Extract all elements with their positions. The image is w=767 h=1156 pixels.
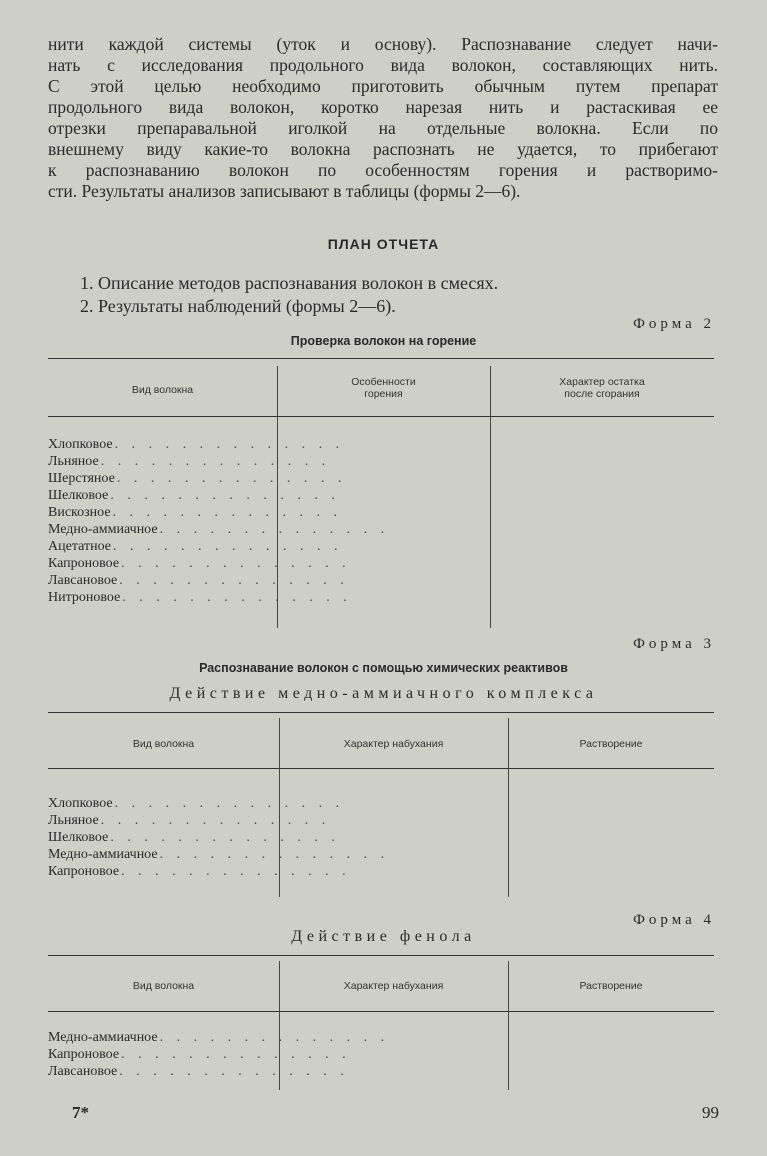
table-row bbox=[48, 846, 390, 863]
table-row bbox=[48, 453, 331, 470]
table-header-rule bbox=[48, 1011, 714, 1012]
leader-dots: . . . . . . . . . . . . . . bbox=[159, 847, 390, 862]
fiber-name: Медно-аммиачное bbox=[48, 847, 158, 862]
leader-dots: . . . . . . . . . . . . . . bbox=[110, 830, 340, 845]
leader-dots: . . . . . . . . . . . . . . bbox=[112, 539, 343, 554]
leader-dots: . . . . . . . . . . . . . . bbox=[159, 1030, 390, 1045]
fiber-name: Капроновое bbox=[48, 556, 120, 571]
table-top-rule bbox=[48, 712, 714, 713]
table-header-rule bbox=[48, 768, 714, 769]
fiber-name: Вискозное bbox=[48, 505, 111, 520]
paragraph-line: отрезки препаравальной иголкой на отдельные волокна. Если по bbox=[48, 118, 718, 138]
paragraph-line: внешнему виду какие-то волокна распознать не удается, то прибегают bbox=[48, 139, 718, 159]
leader-dots: . . . . . . . . . . . . . . bbox=[121, 556, 351, 571]
signature-mark: 7* bbox=[72, 1103, 89, 1122]
paragraph-line: нити каждой системы (уток и основу). Распознавание следует начи- bbox=[48, 34, 718, 54]
plan-item: 2. Результаты наблюдений (формы 2—6). bbox=[80, 296, 396, 316]
fiber-name: Льняное bbox=[48, 454, 99, 469]
leader-dots: . . . . . . . . . . . . . . bbox=[100, 813, 331, 828]
table-row bbox=[48, 1046, 351, 1063]
fiber-name: Капроновое bbox=[48, 1047, 120, 1062]
fiber-name: Шелковое bbox=[48, 488, 109, 503]
fiber-name: Медно-аммиачное bbox=[48, 1030, 158, 1045]
column-header: Вид волокна bbox=[132, 980, 195, 992]
form3-caption: Распознавание волокон с помощью химических реактивов bbox=[199, 661, 568, 675]
table-row bbox=[48, 521, 390, 538]
form3-rows bbox=[48, 795, 390, 880]
column-header: Растворение bbox=[579, 980, 643, 992]
table-row bbox=[48, 589, 352, 606]
column-header: Особенности горения bbox=[351, 376, 416, 400]
form2-table bbox=[48, 358, 714, 628]
fiber-name: Хлопковое bbox=[48, 796, 113, 811]
paragraph-line: к распознаванию волокон по особенностям горения и растворимо- bbox=[48, 160, 718, 180]
leader-dots: . . . . . . . . . . . . . . bbox=[159, 522, 390, 537]
leader-dots: . . . . . . . . . . . . . . bbox=[112, 505, 343, 520]
form2-caption: Проверка волокон на горение bbox=[290, 334, 477, 348]
table-row bbox=[48, 812, 331, 829]
column-header: Вид волокна bbox=[132, 738, 195, 750]
form3-subcaption: Действие медно-аммиачного комплекса bbox=[169, 685, 598, 702]
plan-title: ПЛАН ОТЧЕТА bbox=[327, 236, 440, 252]
intro-paragraph bbox=[48, 34, 718, 202]
page-number: 99 bbox=[702, 1103, 719, 1122]
column-header: Вид волокна bbox=[131, 384, 194, 396]
form3-label: Форма 3 bbox=[633, 636, 715, 652]
fiber-name: Шерстяное bbox=[48, 471, 115, 486]
form4-rows bbox=[48, 1029, 390, 1080]
table-row bbox=[48, 470, 347, 487]
table-row bbox=[48, 863, 351, 880]
paragraph-line: нать с исследования продольного вида волокон, составляющих нить. bbox=[48, 55, 718, 75]
form2-label: Форма 2 bbox=[633, 316, 715, 332]
fiber-name: Лавсановое bbox=[48, 1064, 118, 1079]
fiber-name: Нитроновое bbox=[48, 590, 121, 605]
leader-dots: . . . . . . . . . . . . . . bbox=[114, 437, 345, 452]
fiber-name: Хлопковое bbox=[48, 437, 113, 452]
leader-dots: . . . . . . . . . . . . . . bbox=[121, 864, 351, 879]
table-row bbox=[48, 504, 343, 521]
fiber-name: Льняное bbox=[48, 813, 99, 828]
form4-subcaption: Действие фенола bbox=[291, 928, 476, 945]
leader-dots: . . . . . . . . . . . . . . bbox=[121, 1047, 351, 1062]
fiber-name: Капроновое bbox=[48, 864, 120, 879]
table-row bbox=[48, 555, 351, 572]
column-header: Характер набухания bbox=[343, 980, 444, 992]
leader-dots: . . . . . . . . . . . . . . bbox=[110, 488, 340, 503]
leader-dots: . . . . . . . . . . . . . . bbox=[119, 1064, 349, 1079]
table-row bbox=[48, 538, 343, 555]
column-header: Характер остатка после сгорания bbox=[559, 376, 645, 400]
table-row bbox=[48, 436, 345, 453]
table-row bbox=[48, 1029, 390, 1046]
form3-table bbox=[48, 712, 714, 897]
form4-label: Форма 4 bbox=[633, 912, 715, 928]
column-header: Характер набухания bbox=[343, 738, 444, 750]
paragraph-line: С этой целью необходимо приготовить обычным путем препарат bbox=[48, 76, 718, 96]
table-row bbox=[48, 572, 349, 589]
column-divider bbox=[490, 366, 491, 628]
table-top-rule bbox=[48, 955, 714, 956]
fiber-name: Лавсановое bbox=[48, 573, 118, 588]
form4-table bbox=[48, 955, 714, 1090]
leader-dots: . . . . . . . . . . . . . . bbox=[119, 573, 349, 588]
leader-dots: . . . . . . . . . . . . . . bbox=[116, 471, 347, 486]
paragraph-line: продольного вида волокон, коротко нарезая нить и растаскивая ее bbox=[48, 97, 718, 117]
leader-dots: . . . . . . . . . . . . . . bbox=[114, 796, 345, 811]
fiber-name: Шелковое bbox=[48, 830, 109, 845]
plan-list bbox=[80, 272, 498, 318]
table-row bbox=[48, 1063, 349, 1080]
plan-item: 1. Описание методов распознавания волокон в смесях. bbox=[80, 273, 499, 293]
leader-dots: . . . . . . . . . . . . . . bbox=[100, 454, 331, 469]
table-row bbox=[48, 795, 345, 812]
table-row bbox=[48, 829, 340, 846]
fiber-name: Ацетатное bbox=[48, 539, 111, 554]
column-header: Растворение bbox=[579, 738, 643, 750]
paragraph-line: сти. Результаты анализов записывают в таблицы (формы 2—6). bbox=[48, 181, 521, 201]
table-top-rule bbox=[48, 358, 714, 359]
table-header-rule bbox=[48, 416, 714, 417]
form2-rows bbox=[48, 436, 390, 606]
table-row bbox=[48, 487, 340, 504]
leader-dots: . . . . . . . . . . . . . . bbox=[122, 590, 352, 605]
fiber-name: Медно-аммиачное bbox=[48, 522, 158, 537]
